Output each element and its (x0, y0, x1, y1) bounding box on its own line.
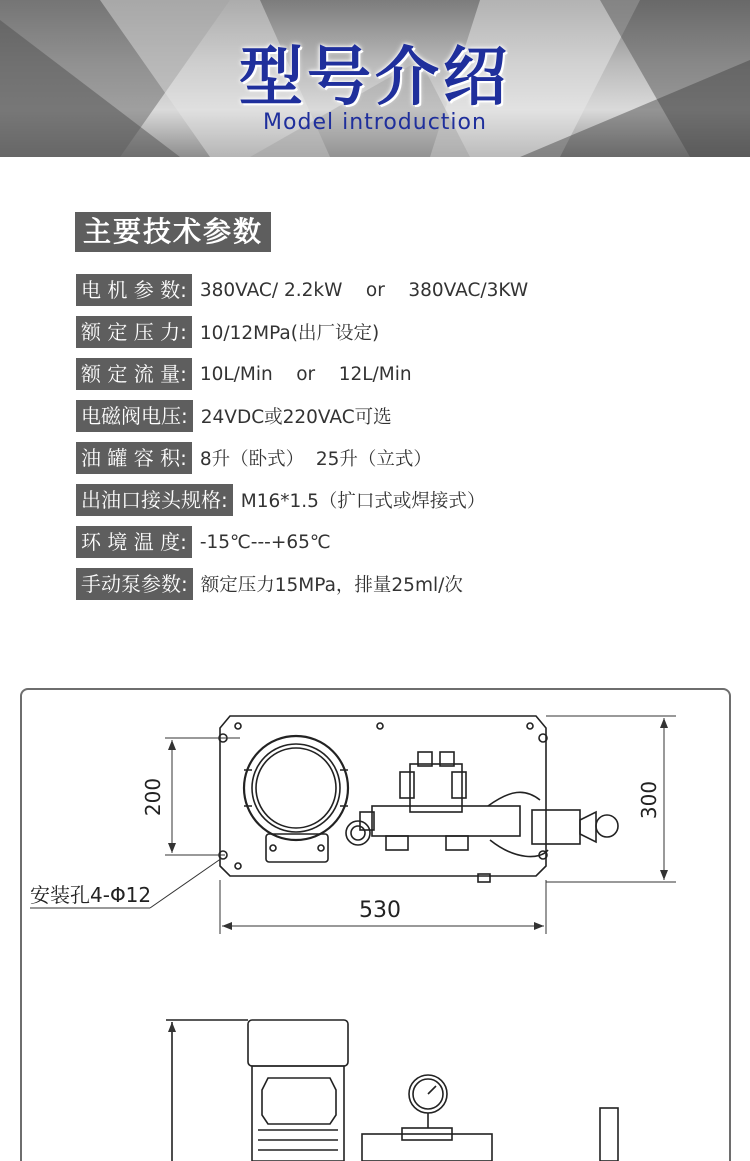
spec-value: 8升（卧式） 25升（立式） (199, 449, 432, 470)
spec-label: 电 机 参 数: (76, 274, 192, 306)
hand-pump (532, 810, 580, 844)
tank-side (600, 1108, 618, 1161)
spec-value: -15℃---+65℃ (199, 531, 331, 553)
dimension-height-right: 300 (637, 780, 661, 820)
spec-value: 380VAC/ 2.2kW or 380VAC/3KW (199, 279, 529, 301)
spec-label: 环 境 温 度: (76, 526, 192, 558)
manifold (372, 806, 520, 836)
valve-side-view (362, 1134, 492, 1161)
banner-title: 型号介绍 (239, 41, 511, 115)
spec-value: M16*1.5（扩口式或焊接式） (240, 491, 486, 512)
spec-value: 10/12MPa(出厂设定) (199, 323, 380, 344)
spec-label: 出油口接头规格: (76, 484, 233, 516)
spec-value: 额定压力15MPa，排量25ml/次 (200, 575, 463, 596)
mounting-hole-note: 安装孔4-Φ12 (30, 883, 152, 907)
banner-subtitle: Model introduction (263, 110, 487, 135)
spec-label: 额 定 流 量: (76, 358, 192, 390)
spec-label: 手动泵参数: (76, 568, 193, 600)
spec-value: 10L/Min or 12L/Min (199, 363, 412, 385)
motor-body (252, 1066, 344, 1161)
spec-value: 24VDC或220VAC可选 (200, 407, 392, 428)
spec-label: 额 定 压 力: (76, 316, 192, 348)
hand-pump-knob (596, 815, 618, 837)
spec-label: 油 罐 容 积: (76, 442, 192, 474)
dimension-height-left: 200 (141, 777, 165, 817)
section-heading: 主要技术参数 (75, 212, 271, 252)
dimension-width: 530 (359, 898, 401, 923)
motor-fan-cover (248, 1020, 348, 1066)
motor-outline (244, 736, 348, 840)
mounting-plate (220, 716, 546, 876)
spec-label: 电磁阀电压: (76, 400, 193, 432)
